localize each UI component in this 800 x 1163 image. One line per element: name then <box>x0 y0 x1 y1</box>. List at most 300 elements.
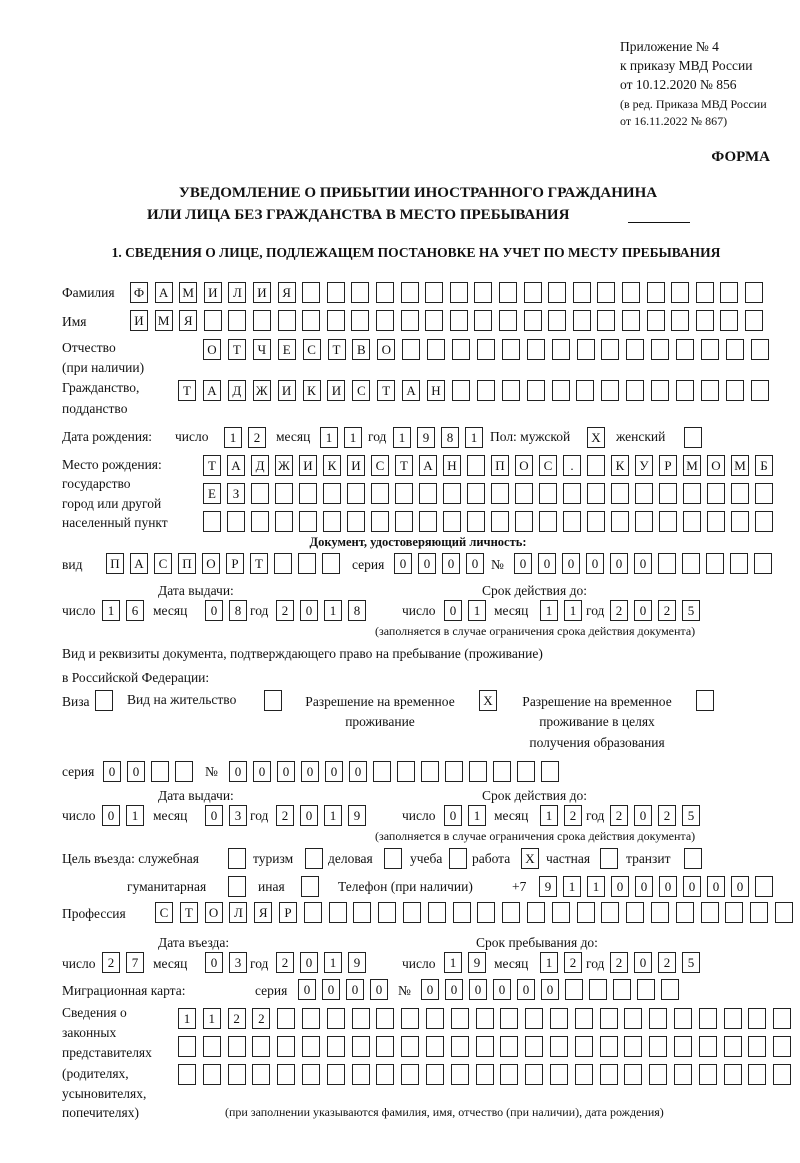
char-cell[interactable] <box>775 902 793 923</box>
char-cell[interactable] <box>474 282 492 303</box>
char-cell[interactable]: 2 <box>248 427 266 448</box>
char-cell[interactable] <box>252 1064 270 1085</box>
char-cell[interactable]: Я <box>254 902 272 923</box>
checkbox[interactable]: X <box>587 427 605 448</box>
char-cell[interactable]: Т <box>178 380 196 401</box>
char-cell[interactable] <box>467 455 485 476</box>
char-cell[interactable] <box>701 380 719 401</box>
char-cell[interactable]: 1 <box>564 600 582 621</box>
char-cell[interactable]: 1 <box>126 805 144 826</box>
char-cell[interactable] <box>302 282 320 303</box>
char-cell[interactable] <box>401 282 419 303</box>
char-cell[interactable]: 0 <box>610 553 628 574</box>
char-cell[interactable] <box>676 339 694 360</box>
char-cell[interactable]: 0 <box>466 553 484 574</box>
char-cell[interactable] <box>701 902 719 923</box>
char-cell[interactable]: П <box>178 553 196 574</box>
char-cell[interactable] <box>671 282 689 303</box>
char-cell[interactable] <box>502 339 520 360</box>
char-cell[interactable]: 1 <box>468 805 486 826</box>
char-cell[interactable] <box>525 1064 543 1085</box>
char-cell[interactable]: 1 <box>540 952 558 973</box>
char-cell[interactable] <box>151 761 169 782</box>
char-cell[interactable] <box>745 310 763 331</box>
char-cell[interactable] <box>491 511 509 532</box>
char-cell[interactable] <box>351 282 369 303</box>
char-cell[interactable]: С <box>155 902 173 923</box>
char-cell[interactable] <box>476 1036 494 1057</box>
char-cell[interactable]: 2 <box>658 600 676 621</box>
char-cell[interactable] <box>577 902 595 923</box>
char-cell[interactable] <box>453 902 471 923</box>
char-cell[interactable] <box>676 902 694 923</box>
checkbox[interactable] <box>684 848 702 869</box>
char-cell[interactable] <box>548 310 566 331</box>
char-cell[interactable]: 2 <box>610 952 628 973</box>
checkbox[interactable] <box>305 848 323 869</box>
char-cell[interactable] <box>755 483 773 504</box>
char-cell[interactable] <box>252 1036 270 1057</box>
char-cell[interactable]: 0 <box>683 876 701 897</box>
char-cell[interactable] <box>302 1064 320 1085</box>
char-cell[interactable] <box>395 511 413 532</box>
char-cell[interactable] <box>611 483 629 504</box>
char-cell[interactable]: С <box>303 339 321 360</box>
char-cell[interactable]: Ф <box>130 282 148 303</box>
checkbox[interactable] <box>600 848 618 869</box>
checkbox[interactable] <box>264 690 282 711</box>
char-cell[interactable]: 2 <box>102 952 120 973</box>
char-cell[interactable] <box>371 483 389 504</box>
char-cell[interactable] <box>327 1008 345 1029</box>
char-cell[interactable] <box>477 339 495 360</box>
char-cell[interactable] <box>696 282 714 303</box>
char-cell[interactable] <box>611 511 629 532</box>
char-cell[interactable] <box>573 310 591 331</box>
char-cell[interactable] <box>649 1064 667 1085</box>
char-cell[interactable] <box>469 761 487 782</box>
checkbox[interactable] <box>301 876 319 897</box>
char-cell[interactable] <box>748 1064 766 1085</box>
checkbox[interactable] <box>696 690 714 711</box>
char-cell[interactable]: 0 <box>370 979 388 1000</box>
char-cell[interactable]: 0 <box>634 600 652 621</box>
char-cell[interactable] <box>587 511 605 532</box>
char-cell[interactable] <box>706 553 724 574</box>
char-cell[interactable] <box>352 1036 370 1057</box>
checkbox[interactable] <box>95 690 113 711</box>
char-cell[interactable] <box>228 1036 246 1057</box>
char-cell[interactable]: 0 <box>253 761 271 782</box>
char-cell[interactable] <box>401 1064 419 1085</box>
char-cell[interactable]: 0 <box>634 553 652 574</box>
checkbox[interactable] <box>684 427 702 448</box>
char-cell[interactable] <box>707 483 725 504</box>
char-cell[interactable]: С <box>539 455 557 476</box>
char-cell[interactable]: П <box>106 553 124 574</box>
char-cell[interactable] <box>635 511 653 532</box>
char-cell[interactable] <box>613 979 631 1000</box>
char-cell[interactable] <box>725 902 743 923</box>
char-cell[interactable] <box>748 1036 766 1057</box>
char-cell[interactable]: А <box>155 282 173 303</box>
char-cell[interactable] <box>371 511 389 532</box>
char-cell[interactable] <box>395 483 413 504</box>
char-cell[interactable]: 2 <box>564 952 582 973</box>
char-cell[interactable]: 2 <box>564 805 582 826</box>
char-cell[interactable] <box>450 282 468 303</box>
char-cell[interactable]: 0 <box>635 876 653 897</box>
char-cell[interactable]: 1 <box>468 600 486 621</box>
char-cell[interactable] <box>452 339 470 360</box>
char-cell[interactable] <box>541 761 559 782</box>
char-cell[interactable] <box>426 1008 444 1029</box>
checkbox[interactable]: X <box>521 848 539 869</box>
char-cell[interactable] <box>651 339 669 360</box>
char-cell[interactable] <box>421 761 439 782</box>
char-cell[interactable]: Л <box>229 902 247 923</box>
char-cell[interactable]: 1 <box>563 876 581 897</box>
char-cell[interactable] <box>493 761 511 782</box>
char-cell[interactable] <box>525 1036 543 1057</box>
char-cell[interactable] <box>565 979 583 1000</box>
char-cell[interactable]: 1 <box>324 805 342 826</box>
char-cell[interactable]: 0 <box>421 979 439 1000</box>
char-cell[interactable]: 1 <box>324 952 342 973</box>
char-cell[interactable]: 0 <box>541 979 559 1000</box>
char-cell[interactable] <box>299 511 317 532</box>
char-cell[interactable] <box>659 511 677 532</box>
char-cell[interactable] <box>649 1036 667 1057</box>
char-cell[interactable]: 0 <box>634 805 652 826</box>
char-cell[interactable] <box>750 902 768 923</box>
char-cell[interactable] <box>587 483 605 504</box>
char-cell[interactable] <box>671 310 689 331</box>
char-cell[interactable]: 1 <box>344 427 362 448</box>
char-cell[interactable] <box>649 1008 667 1029</box>
char-cell[interactable]: 2 <box>252 1008 270 1029</box>
char-cell[interactable] <box>353 902 371 923</box>
char-cell[interactable] <box>552 339 570 360</box>
char-cell[interactable] <box>548 282 566 303</box>
char-cell[interactable]: 9 <box>417 427 435 448</box>
char-cell[interactable] <box>451 1008 469 1029</box>
char-cell[interactable]: И <box>327 380 345 401</box>
char-cell[interactable]: Т <box>328 339 346 360</box>
char-cell[interactable]: Л <box>228 282 246 303</box>
char-cell[interactable] <box>589 979 607 1000</box>
char-cell[interactable] <box>515 483 533 504</box>
char-cell[interactable]: М <box>731 455 749 476</box>
char-cell[interactable] <box>327 1064 345 1085</box>
char-cell[interactable]: 0 <box>277 761 295 782</box>
char-cell[interactable] <box>601 380 619 401</box>
char-cell[interactable]: Р <box>659 455 677 476</box>
char-cell[interactable]: 0 <box>322 979 340 1000</box>
checkbox[interactable] <box>449 848 467 869</box>
char-cell[interactable] <box>403 902 421 923</box>
char-cell[interactable] <box>274 553 292 574</box>
char-cell[interactable] <box>573 282 591 303</box>
char-cell[interactable] <box>637 979 655 1000</box>
char-cell[interactable] <box>425 310 443 331</box>
char-cell[interactable]: Я <box>179 310 197 331</box>
char-cell[interactable] <box>626 902 644 923</box>
char-cell[interactable]: 9 <box>348 952 366 973</box>
char-cell[interactable] <box>696 310 714 331</box>
char-cell[interactable]: 2 <box>228 1008 246 1029</box>
char-cell[interactable]: С <box>352 380 370 401</box>
char-cell[interactable] <box>402 339 420 360</box>
char-cell[interactable]: 0 <box>659 876 677 897</box>
char-cell[interactable]: Т <box>180 902 198 923</box>
char-cell[interactable] <box>425 282 443 303</box>
char-cell[interactable]: О <box>515 455 533 476</box>
char-cell[interactable] <box>563 511 581 532</box>
char-cell[interactable] <box>278 310 296 331</box>
char-cell[interactable]: 0 <box>444 600 462 621</box>
char-cell[interactable] <box>427 339 445 360</box>
char-cell[interactable] <box>477 902 495 923</box>
char-cell[interactable]: 0 <box>707 876 725 897</box>
char-cell[interactable] <box>701 339 719 360</box>
char-cell[interactable]: 0 <box>300 952 318 973</box>
char-cell[interactable] <box>550 1064 568 1085</box>
char-cell[interactable] <box>699 1036 717 1057</box>
char-cell[interactable]: 1 <box>540 600 558 621</box>
char-cell[interactable]: 2 <box>276 805 294 826</box>
char-cell[interactable] <box>298 553 316 574</box>
char-cell[interactable] <box>203 511 221 532</box>
char-cell[interactable] <box>203 1036 221 1057</box>
char-cell[interactable]: Н <box>427 380 445 401</box>
char-cell[interactable] <box>299 483 317 504</box>
char-cell[interactable]: М <box>683 455 701 476</box>
char-cell[interactable]: 9 <box>348 805 366 826</box>
char-cell[interactable] <box>661 979 679 1000</box>
char-cell[interactable]: 7 <box>126 952 144 973</box>
char-cell[interactable] <box>443 511 461 532</box>
char-cell[interactable] <box>376 282 394 303</box>
char-cell[interactable] <box>204 310 222 331</box>
char-cell[interactable]: 0 <box>300 805 318 826</box>
char-cell[interactable] <box>378 902 396 923</box>
char-cell[interactable]: Ж <box>253 380 271 401</box>
char-cell[interactable]: И <box>278 380 296 401</box>
char-cell[interactable] <box>373 761 391 782</box>
char-cell[interactable] <box>539 483 557 504</box>
char-cell[interactable]: Р <box>279 902 297 923</box>
char-cell[interactable] <box>304 902 322 923</box>
char-cell[interactable] <box>302 1008 320 1029</box>
char-cell[interactable] <box>745 282 763 303</box>
char-cell[interactable]: 0 <box>517 979 535 1000</box>
char-cell[interactable]: 0 <box>562 553 580 574</box>
char-cell[interactable] <box>525 1008 543 1029</box>
char-cell[interactable] <box>302 1036 320 1057</box>
char-cell[interactable] <box>720 310 738 331</box>
char-cell[interactable] <box>277 1008 295 1029</box>
char-cell[interactable]: 0 <box>394 553 412 574</box>
char-cell[interactable]: Р <box>226 553 244 574</box>
char-cell[interactable] <box>724 1008 742 1029</box>
char-cell[interactable] <box>626 339 644 360</box>
char-cell[interactable]: С <box>154 553 172 574</box>
checkbox[interactable] <box>228 848 246 869</box>
char-cell[interactable]: 1 <box>444 952 462 973</box>
char-cell[interactable]: 3 <box>229 952 247 973</box>
char-cell[interactable]: М <box>155 310 173 331</box>
char-cell[interactable]: О <box>202 553 220 574</box>
char-cell[interactable]: 1 <box>178 1008 196 1029</box>
char-cell[interactable]: О <box>205 902 223 923</box>
char-cell[interactable] <box>699 1008 717 1029</box>
char-cell[interactable] <box>275 511 293 532</box>
char-cell[interactable]: О <box>377 339 395 360</box>
char-cell[interactable]: А <box>130 553 148 574</box>
char-cell[interactable] <box>624 1008 642 1029</box>
char-cell[interactable] <box>563 483 581 504</box>
char-cell[interactable] <box>277 1064 295 1085</box>
char-cell[interactable] <box>474 310 492 331</box>
char-cell[interactable]: А <box>227 455 245 476</box>
char-cell[interactable] <box>575 1008 593 1029</box>
char-cell[interactable] <box>600 1064 618 1085</box>
char-cell[interactable] <box>527 902 545 923</box>
char-cell[interactable] <box>550 1008 568 1029</box>
char-cell[interactable]: 0 <box>493 979 511 1000</box>
char-cell[interactable] <box>452 380 470 401</box>
char-cell[interactable]: 2 <box>658 805 676 826</box>
char-cell[interactable]: И <box>253 282 271 303</box>
char-cell[interactable] <box>635 483 653 504</box>
char-cell[interactable] <box>499 282 517 303</box>
char-cell[interactable]: И <box>130 310 148 331</box>
char-cell[interactable] <box>626 380 644 401</box>
char-cell[interactable] <box>376 1036 394 1057</box>
char-cell[interactable]: 8 <box>229 600 247 621</box>
char-cell[interactable] <box>401 1008 419 1029</box>
char-cell[interactable] <box>524 310 542 331</box>
char-cell[interactable]: 3 <box>229 805 247 826</box>
char-cell[interactable]: М <box>179 282 197 303</box>
char-cell[interactable]: И <box>204 282 222 303</box>
char-cell[interactable] <box>647 310 665 331</box>
char-cell[interactable]: О <box>707 455 725 476</box>
char-cell[interactable] <box>730 553 748 574</box>
char-cell[interactable] <box>476 1064 494 1085</box>
char-cell[interactable] <box>600 1008 618 1029</box>
char-cell[interactable] <box>327 310 345 331</box>
char-cell[interactable] <box>683 483 701 504</box>
char-cell[interactable]: Д <box>251 455 269 476</box>
char-cell[interactable] <box>228 310 246 331</box>
char-cell[interactable] <box>527 380 545 401</box>
char-cell[interactable]: 2 <box>276 600 294 621</box>
char-cell[interactable]: Т <box>377 380 395 401</box>
char-cell[interactable] <box>576 380 594 401</box>
char-cell[interactable]: 0 <box>445 979 463 1000</box>
char-cell[interactable] <box>575 1036 593 1057</box>
char-cell[interactable] <box>754 553 772 574</box>
char-cell[interactable] <box>178 1064 196 1085</box>
char-cell[interactable] <box>577 339 595 360</box>
char-cell[interactable] <box>731 511 749 532</box>
char-cell[interactable] <box>575 1064 593 1085</box>
char-cell[interactable] <box>683 511 701 532</box>
char-cell[interactable]: Ж <box>275 455 293 476</box>
char-cell[interactable] <box>651 380 669 401</box>
char-cell[interactable]: 0 <box>346 979 364 1000</box>
char-cell[interactable] <box>476 1008 494 1029</box>
char-cell[interactable] <box>445 761 463 782</box>
char-cell[interactable] <box>450 310 468 331</box>
char-cell[interactable]: З <box>227 483 245 504</box>
char-cell[interactable]: 1 <box>465 427 483 448</box>
char-cell[interactable] <box>426 1064 444 1085</box>
char-cell[interactable]: О <box>203 339 221 360</box>
char-cell[interactable] <box>773 1008 791 1029</box>
char-cell[interactable]: Я <box>278 282 296 303</box>
char-cell[interactable]: 1 <box>320 427 338 448</box>
char-cell[interactable] <box>515 511 533 532</box>
char-cell[interactable]: 6 <box>126 600 144 621</box>
char-cell[interactable] <box>277 1036 295 1057</box>
char-cell[interactable]: Т <box>228 339 246 360</box>
char-cell[interactable] <box>376 1064 394 1085</box>
char-cell[interactable]: 0 <box>301 761 319 782</box>
char-cell[interactable] <box>755 876 773 897</box>
char-cell[interactable] <box>467 483 485 504</box>
char-cell[interactable] <box>477 380 495 401</box>
char-cell[interactable] <box>500 1008 518 1029</box>
char-cell[interactable] <box>622 282 640 303</box>
char-cell[interactable]: 8 <box>348 600 366 621</box>
char-cell[interactable] <box>755 511 773 532</box>
char-cell[interactable]: У <box>635 455 653 476</box>
char-cell[interactable] <box>517 761 535 782</box>
char-cell[interactable] <box>251 511 269 532</box>
char-cell[interactable] <box>327 282 345 303</box>
char-cell[interactable]: 2 <box>276 952 294 973</box>
char-cell[interactable] <box>428 902 446 923</box>
char-cell[interactable]: А <box>419 455 437 476</box>
char-cell[interactable] <box>178 1036 196 1057</box>
char-cell[interactable] <box>302 310 320 331</box>
char-cell[interactable] <box>731 483 749 504</box>
char-cell[interactable] <box>401 1036 419 1057</box>
char-cell[interactable] <box>527 339 545 360</box>
char-cell[interactable] <box>676 380 694 401</box>
char-cell[interactable] <box>751 339 769 360</box>
char-cell[interactable]: А <box>203 380 221 401</box>
char-cell[interactable]: 0 <box>634 952 652 973</box>
char-cell[interactable]: 0 <box>349 761 367 782</box>
char-cell[interactable] <box>724 1064 742 1085</box>
char-cell[interactable] <box>524 282 542 303</box>
char-cell[interactable] <box>601 339 619 360</box>
char-cell[interactable] <box>552 380 570 401</box>
char-cell[interactable] <box>587 455 605 476</box>
char-cell[interactable]: 0 <box>514 553 532 574</box>
char-cell[interactable] <box>322 553 340 574</box>
char-cell[interactable] <box>502 902 520 923</box>
char-cell[interactable] <box>651 902 669 923</box>
char-cell[interactable]: Т <box>250 553 268 574</box>
char-cell[interactable]: 0 <box>127 761 145 782</box>
char-cell[interactable] <box>451 1036 469 1057</box>
char-cell[interactable] <box>674 1008 692 1029</box>
